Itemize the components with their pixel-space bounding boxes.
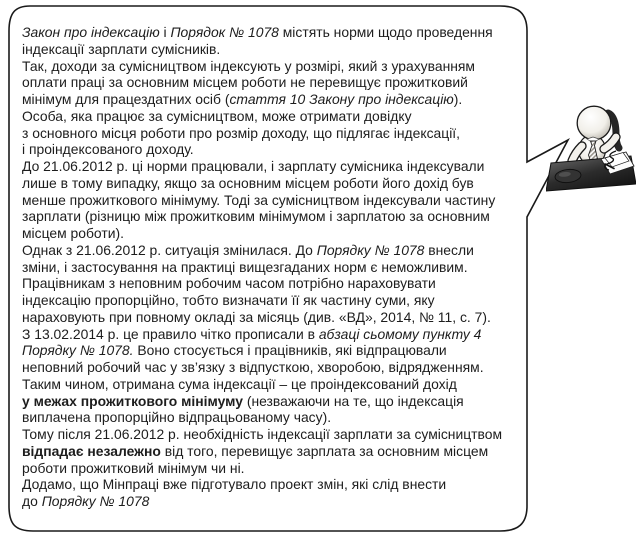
text-line [22,326,516,343]
text-line [22,309,516,326]
text-segment: абзаці сьомому пункту 4 [318,325,482,342]
text-segment: внесли [424,241,474,258]
text-line [22,208,516,225]
text-line [22,141,516,158]
text-line [22,342,516,359]
text-segment: Таким чином, отримана сума індексації – це проіндексований дохід [22,375,457,392]
text-segment: індексацію пропорційно, тобто визначати її як частину суми, яку [22,292,435,308]
figure-head-icon [577,106,611,140]
text-segment: і проіндексованого доходу. [22,141,194,158]
text-line [22,460,516,477]
text-segment: індексації зарплати сумісників. [22,40,221,57]
text-segment: Закон про індексацію [22,24,160,40]
text-segment: Додамо, що Мінпраці вже підготувало проект змін, які слід внести [22,476,447,493]
text-line [22,359,516,376]
text-segment: відпадає незалежно [22,442,161,459]
text-segment: Так, доходи за сумісництвом індексують у розмірі, який з урахуванням [22,57,475,74]
text-segment: Порядок № 1078 [170,24,279,40]
text-segment: лише в тому випадку, якщо за основним місцем роботи його дохід був [22,174,474,191]
text-segment: Працівникам з неповним робочим часом потрібно нараховувати [22,275,436,292]
text-segment: виплачена пропорційно відпрацьованому часу). [22,409,332,426]
text-line [22,493,516,510]
text-line [22,108,516,125]
text-line [22,292,516,309]
text-segment: і [159,24,171,40]
text-segment: зміни, і застосування на практиці вищезгаданих норм є неможливим. [22,258,468,275]
text-segment: З 13.02.2014 р. це правило чітко прописали в [22,325,319,342]
text-line [22,91,516,108]
text-segment: оплати праці за основним місцем роботи не перевищує прожитковий [22,74,468,91]
bubble-text [22,24,516,510]
text-line [22,125,516,142]
text-segment: стаття 10 Закону про індексацію [229,91,454,107]
text-line [22,393,516,410]
text-line [22,409,516,426]
text-line [22,426,516,443]
person-at-desk-clipart [546,100,636,196]
text-line [22,58,516,75]
text-segment: з основного місця роботи про розмір доходу, що підлягає індексації, [22,124,461,141]
text-segment: роботи прожитковий мінімум чи ні. [22,459,245,476]
text-segment: менше прожиткового мінімуму. Тоді за сумісництвом індексували частину [22,191,496,208]
text-segment: Воно стосується і працівників, які відпрацювали [133,342,447,359]
text-segment: Тому після 21.06.2012 р. необхідність індексації зарплати за сумісництвом [22,426,503,442]
text-segment: неповний робочий час у зв’язку з відпусткою, хворобою, відрядженням. [22,359,484,375]
text-line [22,192,516,209]
text-segment: до [22,493,42,509]
text-segment: Однак з 21.06.2012 р. ситуація змінилася. До [22,241,317,258]
text-segment: зарплати (різницю між прожитковим мінімумом і зарплатою за основним [22,208,490,225]
text-line [22,225,516,242]
text-segment: у межах прожиткового мінімуму [22,392,243,409]
text-segment: До 21.06.2012 р. ці норми працювали, і зарплату сумісника індексували [22,158,485,174]
text-line [22,41,516,58]
text-line [22,376,516,393]
text-segment: ). [453,91,463,107]
text-segment: Порядку № 1078 [41,493,150,509]
text-line [22,74,516,91]
text-segment: нараховують при повному окладі за місяць (див. «ВД», 2014, № 11, с. 7). [22,308,491,325]
text-line [22,443,516,460]
text-line [22,24,516,41]
text-segment: містять норми щодо проведення [278,24,493,40]
text-segment: Особа, яка працює за сумісництвом, може отримати довідку [22,107,412,124]
text-segment: Порядку № 1078 [316,241,425,258]
text-line [22,158,516,175]
text-segment: (незважаючи на те, що індексація [242,392,464,409]
text-segment: мінімум для працездатних осіб ( [22,91,230,107]
text-line [22,476,516,493]
text-line [22,275,516,292]
text-segment: місцем роботи). [22,225,124,241]
text-line [22,175,516,192]
text-segment: Порядку № 1078. [22,342,134,359]
text-segment: від того, перевищує зарплата за основним місцем [160,442,489,459]
text-line [22,242,516,259]
text-line [22,259,516,276]
